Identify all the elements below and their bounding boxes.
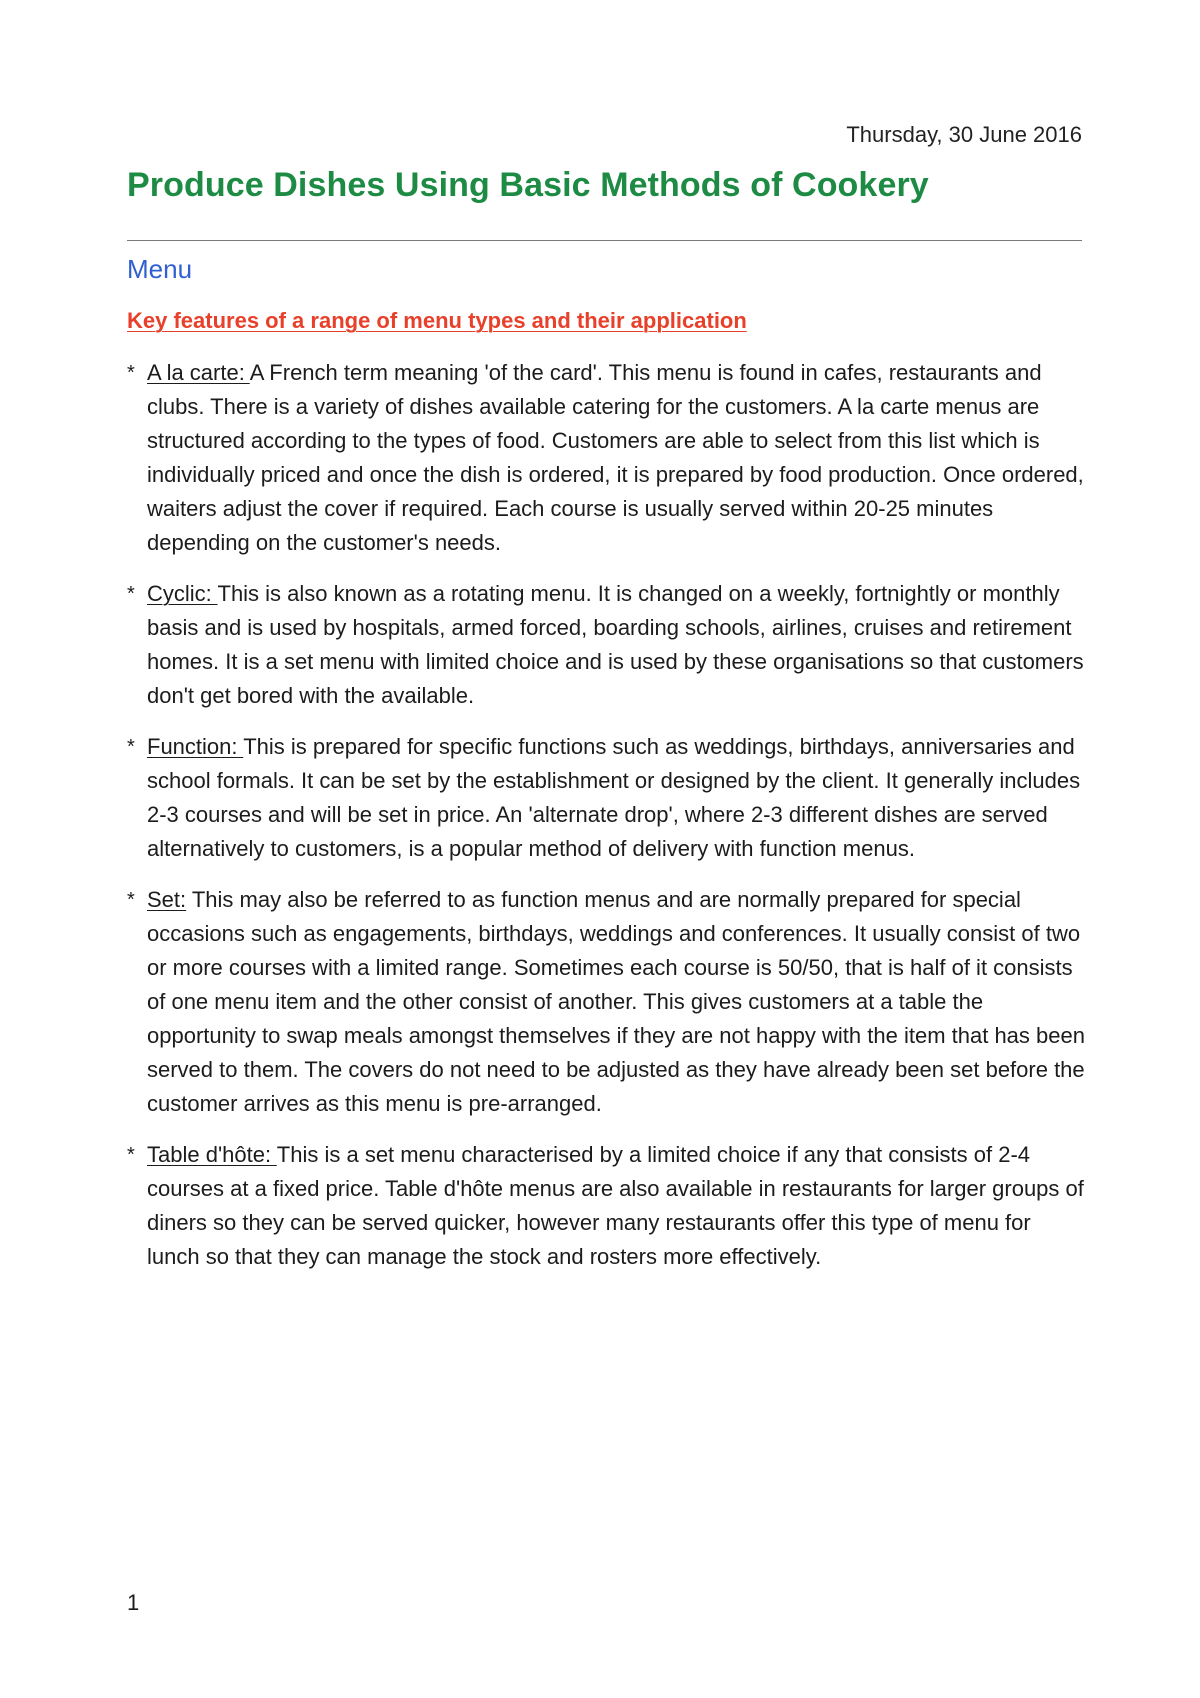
document-date: Thursday, 30 June 2016 [846,122,1082,147]
menu-type-set [127,883,1085,1121]
section-heading: Menu [127,254,193,284]
menu-type-description: This may also be referred to as function menus and are normally prepared for special occasions such as engagements, birthdays, weddings and conferences. It usually consist of two or more courses with a limited range. Sometimes each course is 50/50, that is half of it consists of one menu item and the other consist of another. This gives customers at a table the opportunity to swap meals amongst themselves if they are not happy with the item that has been served to them. The covers do not need to be adjusted as they have already been set before the customer arrives as this menu is pre-arranged. [147,887,1085,1116]
page-title: Produce Dishes Using Basic Methods of Cookery [127,166,929,204]
menu-type-term: Function: [147,734,244,759]
menu-type-description: This is a set menu characterised by a limited choice if any that consists of 2-4 courses at a fixed price. Table d'hôte menus are also available in restaurants for larger groups of diners so they can be served quicker, however many restaurants offer this type of menu for lunch so that they can manage the stock and rosters more effectively. [147,1142,1084,1269]
title-divider [127,240,1082,241]
menu-type-cyclic [127,577,1085,713]
bullet-marker: * [127,889,135,911]
bullet-marker: * [127,1144,135,1166]
menu-type-a-la-carte [127,356,1085,560]
section-subheading: Key features of a range of menu types and their application [127,308,747,333]
menu-type-term: Set: [147,887,187,912]
menu-types-list [127,356,1085,1291]
menu-type-description: This is prepared for specific functions such as weddings, birthdays, anniversaries and school formals. It can be set by the establishment or designed by the client. It generally includes 2-3 courses and will be set in price. An 'alternate drop', where 2-3 different dishes are served alternatively to customers, is a popular method of delivery with function menus. [147,734,1081,861]
menu-type-description: This is also known as a rotating menu. It is changed on a weekly, fortnightly or monthly basis and is used by hospitals, armed forced, boarding schools, airlines, cruises and retirement homes. It is a set menu with limited choice and is used by these organisations so that customers don't get bored with the available. [147,581,1084,708]
menu-type-term: A la carte: [147,360,250,385]
bullet-marker: * [127,736,135,758]
menu-type-description: A French term meaning 'of the card'. This menu is found in cafes, restaurants and clubs. There is a variety of dishes available catering for the customers. A la carte menus are structured according to the types of food. Customers are able to select from this list which is individually priced and once the dish is ordered, it is prepared by food production. Once ordered, waiters adjust the cover if required. Each course is usually served within 20-25 minutes depending on the customer's needs. [147,360,1084,555]
page-number: 1 [127,1590,140,1615]
bullet-marker: * [127,583,135,605]
menu-type-function [127,730,1085,866]
menu-type-table-d-hote [127,1138,1085,1274]
menu-type-term: Table d'hôte: [147,1142,277,1167]
bullet-marker: * [127,362,135,384]
menu-type-term: Cyclic: [147,581,218,606]
